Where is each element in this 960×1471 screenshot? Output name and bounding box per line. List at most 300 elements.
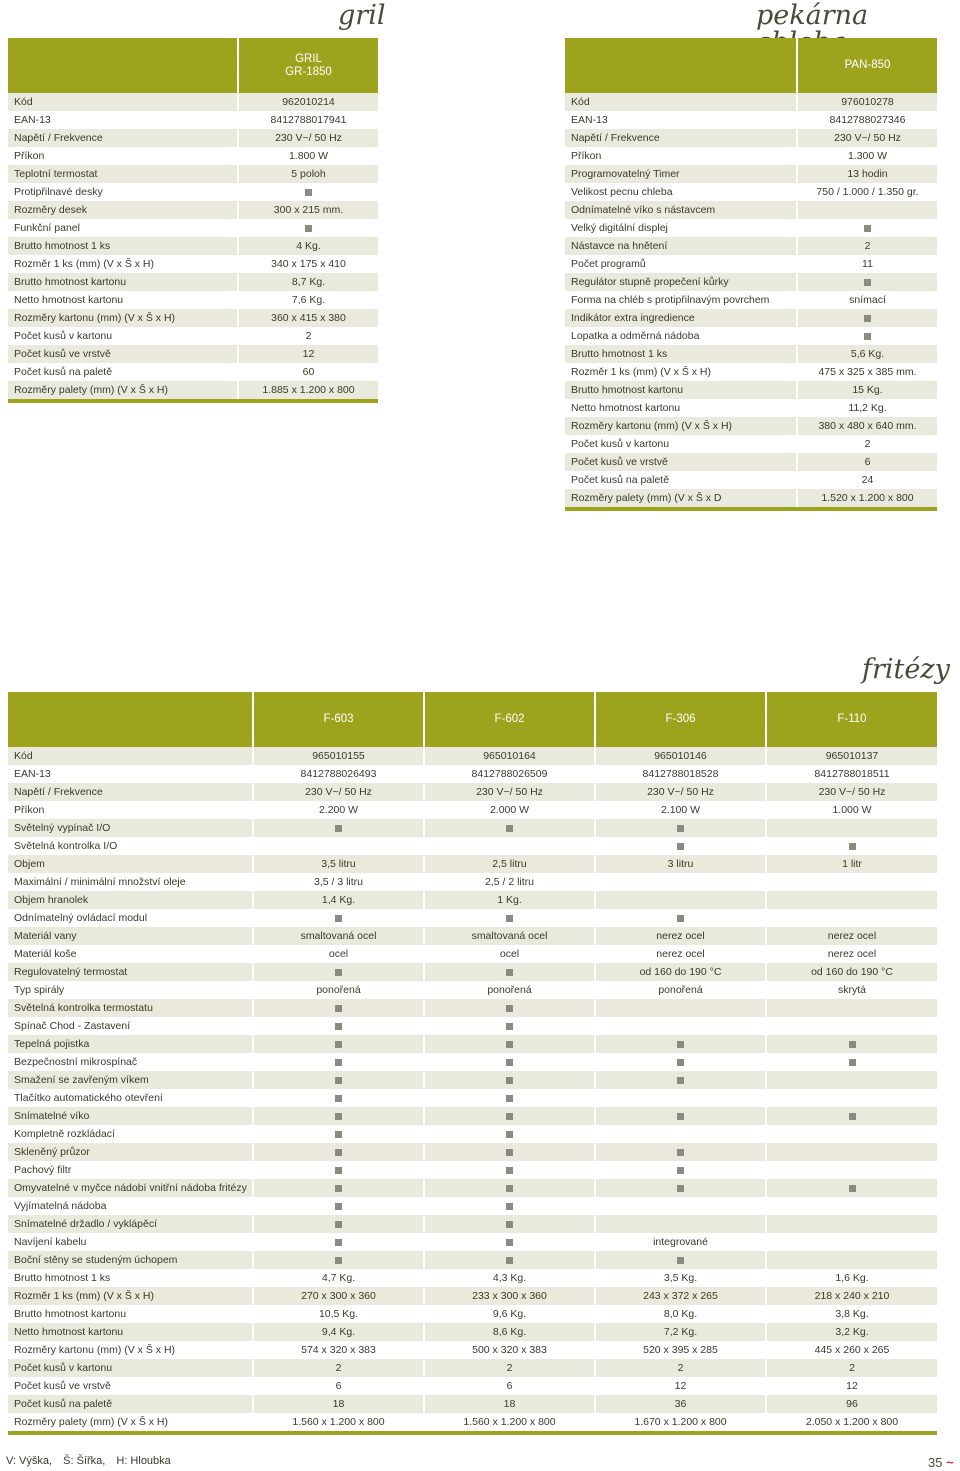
feature-mark [595, 1035, 766, 1053]
cell-value: 1,4 Kg. [253, 891, 424, 909]
table-row [565, 255, 937, 273]
table-row [565, 93, 937, 111]
feature-mark [253, 1125, 424, 1143]
table-row [565, 399, 937, 417]
row-label: Vyjímatelná nádoba [8, 1197, 253, 1215]
feature-mark [424, 1125, 595, 1143]
cell-value: 445 x 260 x 265 [766, 1341, 937, 1359]
table-row [565, 237, 937, 255]
table-row [8, 237, 378, 255]
square-bullet-icon [335, 1041, 342, 1048]
table-row [8, 1143, 937, 1161]
cell-value: 270 x 300 x 360 [253, 1287, 424, 1305]
row-label: Netto hmotnost kartonu [8, 1323, 253, 1341]
table-row [8, 1161, 937, 1179]
table-row [8, 963, 937, 981]
cell-value: 2.000 W [424, 801, 595, 819]
table-row [8, 1107, 937, 1125]
cell-value: 3,5 litru [253, 855, 424, 873]
table-row [8, 381, 378, 401]
cell-value: 9,4 Kg. [253, 1323, 424, 1341]
table-row [565, 129, 937, 147]
cell-value [595, 1125, 766, 1143]
page-tilde: ~ [946, 1455, 954, 1470]
cell-value: 7,6 Kg. [238, 291, 378, 309]
feature-mark [766, 1107, 937, 1125]
cell-value: 380 x 480 x 640 mm. [797, 417, 937, 435]
cell-value: 2 [595, 1359, 766, 1377]
legend-width: Š: Šířka, [63, 1455, 106, 1467]
square-bullet-icon [335, 1257, 342, 1264]
cell-value: 11,2 Kg. [797, 399, 937, 417]
cell-value: 1.300 W [797, 147, 937, 165]
row-label: Odnímatelný ovládací modul [8, 909, 253, 927]
square-bullet-icon [677, 1113, 684, 1120]
feature-mark [595, 1107, 766, 1125]
feature-mark [424, 963, 595, 981]
feature-mark [253, 1143, 424, 1161]
row-label: Počet kusů v kartonu [8, 327, 238, 345]
row-label: Počet kusů ve vrstvě [8, 345, 238, 363]
cell-value: od 160 do 190 °C [595, 963, 766, 981]
cell-value: smaltovaná ocel [253, 927, 424, 945]
cell-value: 520 x 395 x 285 [595, 1341, 766, 1359]
feature-mark [253, 1233, 424, 1251]
table-row [565, 165, 937, 183]
cell-value: 3,8 Kg. [766, 1305, 937, 1323]
cell-value [766, 1251, 937, 1269]
cell-value: 18 [424, 1395, 595, 1413]
row-label: Rozměry palety (mm) (V x Š x H) [8, 1413, 253, 1433]
legend-height: V: Výška, [6, 1455, 53, 1467]
feature-mark [424, 1197, 595, 1215]
feature-mark [253, 999, 424, 1017]
feature-mark [797, 219, 937, 237]
cell-value: od 160 do 190 °C [766, 963, 937, 981]
square-bullet-icon [506, 1023, 513, 1030]
cell-value: 2.200 W [253, 801, 424, 819]
row-label: Materiál koše [8, 945, 253, 963]
row-label: Objem [8, 855, 253, 873]
square-bullet-icon [506, 1005, 513, 1012]
table-row [565, 219, 937, 237]
table-row [565, 363, 937, 381]
feature-mark [253, 1089, 424, 1107]
fritezy-spec-table [8, 692, 937, 1435]
table-row [8, 165, 378, 183]
cell-value: 2 [424, 1359, 595, 1377]
square-bullet-icon [849, 1113, 856, 1120]
cell-value: 1.560 x 1.200 x 800 [253, 1413, 424, 1433]
square-bullet-icon [335, 1113, 342, 1120]
cell-value: nerez ocel [595, 945, 766, 963]
row-label: Programovatelný Timer [565, 165, 797, 183]
cell-value: 12 [595, 1377, 766, 1395]
row-label: Regulátor stupně propečení kůrky [565, 273, 797, 291]
square-bullet-icon [335, 1167, 342, 1174]
square-bullet-icon [305, 189, 312, 196]
square-bullet-icon [506, 1095, 513, 1102]
table-row [565, 111, 937, 129]
cell-value: skrytá [766, 981, 937, 999]
cell-value: 8412788018528 [595, 765, 766, 783]
cell-value: nerez ocel [766, 927, 937, 945]
table-row [8, 1341, 937, 1359]
table-row [8, 1125, 937, 1143]
row-label: Objem hranolek [8, 891, 253, 909]
square-bullet-icon [677, 1257, 684, 1264]
cell-value: 96 [766, 1395, 937, 1413]
cell-value [766, 1125, 937, 1143]
footer-legend [6, 1455, 179, 1467]
table-row [8, 1197, 937, 1215]
cell-value [595, 1017, 766, 1035]
feature-mark [253, 819, 424, 837]
feature-mark [253, 1107, 424, 1125]
cell-value: 10,5 Kg. [253, 1305, 424, 1323]
gril-title: gril [338, 0, 386, 31]
table-row [565, 453, 937, 471]
feature-mark [253, 1179, 424, 1197]
table-row [8, 201, 378, 219]
feature-mark [238, 183, 378, 201]
square-bullet-icon [305, 225, 312, 232]
table-row [8, 255, 378, 273]
cell-value [766, 1071, 937, 1089]
cell-value [766, 999, 937, 1017]
cell-value: 230 V~/ 50 Hz [424, 783, 595, 801]
feature-mark [424, 1035, 595, 1053]
feature-mark [253, 1017, 424, 1035]
feature-mark [595, 819, 766, 837]
table-row [8, 129, 378, 147]
header-blank [8, 692, 253, 747]
model-header: F-603 [253, 692, 424, 747]
table-row [8, 147, 378, 165]
cell-value: 1.885 x 1.200 x 800 [238, 381, 378, 401]
cell-value [253, 837, 424, 855]
cell-value: 2.100 W [595, 801, 766, 819]
square-bullet-icon [506, 1077, 513, 1084]
row-label: Smažení se zavřeným víkem [8, 1071, 253, 1089]
row-label: Nástavce na hnětení [565, 237, 797, 255]
cell-value [766, 909, 937, 927]
square-bullet-icon [506, 1185, 513, 1192]
table-row [8, 1017, 937, 1035]
square-bullet-icon [506, 1113, 513, 1120]
row-label: Brutto hmotnost kartonu [8, 273, 238, 291]
row-label: Navíjení kabelu [8, 1233, 253, 1251]
row-label: Světelný vypínač I/O [8, 819, 253, 837]
row-label: Příkon [8, 147, 238, 165]
square-bullet-icon [864, 279, 871, 286]
square-bullet-icon [506, 1203, 513, 1210]
row-label: Skleněný průzor [8, 1143, 253, 1161]
cell-value: 8,7 Kg. [238, 273, 378, 291]
table-row [8, 999, 937, 1017]
feature-mark [424, 909, 595, 927]
cell-value: 8412788018511 [766, 765, 937, 783]
row-label: Materiál vany [8, 927, 253, 945]
square-bullet-icon [849, 1041, 856, 1048]
feature-mark [595, 1179, 766, 1197]
row-label: Snímatelné držadlo / vyklápěcí [8, 1215, 253, 1233]
row-label: Rozměry palety (mm) (V x Š x H) [8, 381, 238, 401]
cell-value [766, 819, 937, 837]
cell-value: 11 [797, 255, 937, 273]
square-bullet-icon [335, 915, 342, 922]
table-row [8, 1215, 937, 1233]
row-label: Rozměr 1 ks (mm) (V x Š x H) [8, 1287, 253, 1305]
cell-value: 1.000 W [766, 801, 937, 819]
row-label: Rozměry kartonu (mm) (V x Š x H) [565, 417, 797, 435]
feature-mark [253, 963, 424, 981]
header-blank [8, 38, 238, 93]
cell-value: 15 Kg. [797, 381, 937, 399]
square-bullet-icon [506, 1239, 513, 1246]
table-row [565, 417, 937, 435]
square-bullet-icon [677, 1059, 684, 1066]
row-label: Kód [565, 93, 797, 111]
cell-value: ponořená [595, 981, 766, 999]
row-label: Velký digitální displej [565, 219, 797, 237]
cell-value [766, 873, 937, 891]
cell-value: 475 x 325 x 385 mm. [797, 363, 937, 381]
square-bullet-icon [335, 1149, 342, 1156]
cell-value: 962010214 [238, 93, 378, 111]
cell-value: 230 V~/ 50 Hz [766, 783, 937, 801]
row-label: Tlačítko automatického otevření [8, 1089, 253, 1107]
row-label: Netto hmotnost kartonu [565, 399, 797, 417]
cell-value: 1.800 W [238, 147, 378, 165]
cell-value: 243 x 372 x 265 [595, 1287, 766, 1305]
cell-value: 1.520 x 1.200 x 800 [797, 489, 937, 509]
cell-value: 500 x 320 x 383 [424, 1341, 595, 1359]
row-label: Kompletně rozkládací [8, 1125, 253, 1143]
row-label: Počet kusů v kartonu [565, 435, 797, 453]
cell-value: ocel [424, 945, 595, 963]
feature-mark [797, 273, 937, 291]
table-row [8, 183, 378, 201]
square-bullet-icon [335, 1023, 342, 1030]
row-label: Světelná kontrolka I/O [8, 837, 253, 855]
cell-value: 218 x 240 x 210 [766, 1287, 937, 1305]
row-label: Indikátor extra ingredience [565, 309, 797, 327]
cell-value [766, 1197, 937, 1215]
cell-value: 2.050 x 1.200 x 800 [766, 1413, 937, 1433]
cell-value: 1,6 Kg. [766, 1269, 937, 1287]
square-bullet-icon [335, 1221, 342, 1228]
square-bullet-icon [335, 825, 342, 832]
row-label: Počet kusů v kartonu [8, 1359, 253, 1377]
table-row [8, 93, 378, 111]
cell-value: 750 / 1.000 / 1.350 gr. [797, 183, 937, 201]
table-row [8, 981, 937, 999]
table-row [8, 1089, 937, 1107]
table-row [565, 309, 937, 327]
row-label: Brutto hmotnost 1 ks [565, 345, 797, 363]
feature-mark [253, 1215, 424, 1233]
row-label: Brutto hmotnost 1 ks [8, 1269, 253, 1287]
row-label: Spínač Chod - Zastavení [8, 1017, 253, 1035]
table-row [8, 1233, 937, 1251]
square-bullet-icon [677, 915, 684, 922]
table-row [565, 291, 937, 309]
row-label: Napětí / Frekvence [565, 129, 797, 147]
row-label: Teplotní termostat [8, 165, 238, 183]
table-row [8, 1251, 937, 1269]
square-bullet-icon [335, 1059, 342, 1066]
cell-value: 2 [797, 237, 937, 255]
table-row [8, 1359, 937, 1377]
cell-value: ocel [253, 945, 424, 963]
row-label: Rozměr 1 ks (mm) (V x Š x H) [8, 255, 238, 273]
cell-value: 4,3 Kg. [424, 1269, 595, 1287]
cell-value: 8412788027346 [797, 111, 937, 129]
page-number-value: 35 [928, 1455, 943, 1470]
feature-mark [253, 1071, 424, 1089]
cell-value: 36 [595, 1395, 766, 1413]
square-bullet-icon [335, 1005, 342, 1012]
cell-value [766, 1017, 937, 1035]
row-label: Počet kusů ve vrstvě [8, 1377, 253, 1395]
cell-value [595, 1197, 766, 1215]
row-label: Protipřilnavé desky [8, 183, 238, 201]
square-bullet-icon [335, 1239, 342, 1246]
feature-mark [424, 1179, 595, 1197]
square-bullet-icon [335, 1077, 342, 1084]
cell-value: 1 litr [766, 855, 937, 873]
cell-value: integrované [595, 1233, 766, 1251]
table-row [8, 1413, 937, 1433]
row-label: EAN-13 [8, 111, 238, 129]
square-bullet-icon [864, 333, 871, 340]
cell-value: 233 x 300 x 360 [424, 1287, 595, 1305]
square-bullet-icon [677, 1077, 684, 1084]
row-label: Počet kusů na paletě [565, 471, 797, 489]
row-label: Počet kusů na paletě [8, 1395, 253, 1413]
cell-value: 300 x 215 mm. [238, 201, 378, 219]
feature-mark [595, 837, 766, 855]
cell-value: 965010137 [766, 747, 937, 765]
cell-value [595, 891, 766, 909]
cell-value: 5,6 Kg. [797, 345, 937, 363]
cell-value: 6 [797, 453, 937, 471]
square-bullet-icon [677, 1149, 684, 1156]
square-bullet-icon [677, 1167, 684, 1174]
cell-value [766, 1143, 937, 1161]
square-bullet-icon [677, 843, 684, 850]
cell-value: 1.560 x 1.200 x 800 [424, 1413, 595, 1433]
cell-value [766, 1215, 937, 1233]
square-bullet-icon [506, 1131, 513, 1138]
cell-value: 6 [424, 1377, 595, 1395]
table-row [8, 111, 378, 129]
table-row [8, 219, 378, 237]
row-label: Rozměry kartonu (mm) (V x Š x H) [8, 309, 238, 327]
feature-mark [253, 1035, 424, 1053]
square-bullet-icon [335, 969, 342, 976]
cell-value: 13 hodin [797, 165, 937, 183]
model-header: GRIL GR-1850 [238, 38, 378, 93]
cell-value: 8,0 Kg. [595, 1305, 766, 1323]
square-bullet-icon [849, 1059, 856, 1066]
square-bullet-icon [335, 1131, 342, 1138]
cell-value: 8412788017941 [238, 111, 378, 129]
square-bullet-icon [849, 1185, 856, 1192]
table-row [8, 783, 937, 801]
legend-depth: H: Hloubka [116, 1455, 171, 1467]
cell-value [595, 1215, 766, 1233]
row-label: Velikost pecnu chleba [565, 183, 797, 201]
feature-mark [238, 219, 378, 237]
square-bullet-icon [506, 1041, 513, 1048]
table-row [8, 345, 378, 363]
cell-value: 60 [238, 363, 378, 381]
table-row [8, 837, 937, 855]
row-label: Boční stěny se studeným úchopem [8, 1251, 253, 1269]
row-label: Počet kusů na paletě [8, 363, 238, 381]
row-label: Brutto hmotnost kartonu [565, 381, 797, 399]
row-label: Snímatelné víko [8, 1107, 253, 1125]
square-bullet-icon [864, 315, 871, 322]
feature-mark [424, 1053, 595, 1071]
cell-value: 965010155 [253, 747, 424, 765]
cell-value: 2 [766, 1359, 937, 1377]
cell-value [766, 891, 937, 909]
row-label: Napětí / Frekvence [8, 129, 238, 147]
cell-value: ponořená [424, 981, 595, 999]
square-bullet-icon [506, 1257, 513, 1264]
table-row [8, 945, 937, 963]
cell-value: snímací [797, 291, 937, 309]
feature-mark [595, 909, 766, 927]
feature-mark [424, 1215, 595, 1233]
cell-value [424, 837, 595, 855]
cell-value [766, 1233, 937, 1251]
square-bullet-icon [335, 1095, 342, 1102]
table-row [8, 873, 937, 891]
model-header: F-306 [595, 692, 766, 747]
row-label: Lopatka a odměrná nádoba [565, 327, 797, 345]
cell-value: 2 [797, 435, 937, 453]
cell-value: 1 Kg. [424, 891, 595, 909]
header-blank [565, 38, 797, 93]
cell-value: ponořená [253, 981, 424, 999]
feature-mark [797, 309, 937, 327]
feature-mark [424, 1071, 595, 1089]
row-label: Regulovatelný termostat [8, 963, 253, 981]
feature-mark [595, 1143, 766, 1161]
feature-mark [424, 1107, 595, 1125]
row-label: Brutto hmotnost 1 ks [8, 237, 238, 255]
table-row [565, 273, 937, 291]
square-bullet-icon [506, 915, 513, 922]
cell-value: 3,2 Kg. [766, 1323, 937, 1341]
cell-value [766, 1089, 937, 1107]
row-label: Kód [8, 93, 238, 111]
row-label: Odnímatelné víko s nástavcem [565, 201, 797, 219]
cell-value: smaltovaná ocel [424, 927, 595, 945]
table-row [565, 201, 937, 219]
cell-value: 1.670 x 1.200 x 800 [595, 1413, 766, 1433]
table-row [8, 927, 937, 945]
cell-value: 18 [253, 1395, 424, 1413]
table-row [8, 327, 378, 345]
cell-value: 4 Kg. [238, 237, 378, 255]
table-row [8, 309, 378, 327]
feature-mark [595, 1251, 766, 1269]
